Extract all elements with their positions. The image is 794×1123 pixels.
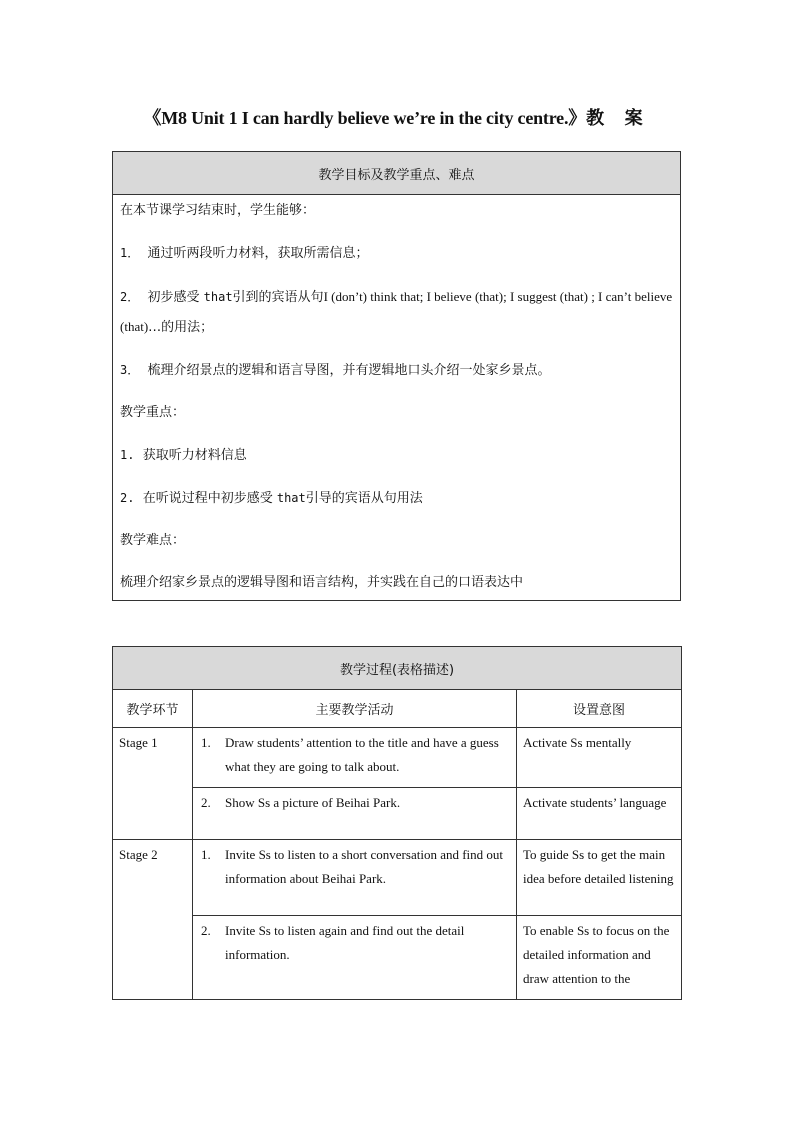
key-point-item: 2. 在听说过程中初步感受 that引导的宾语从句用法 <box>120 491 423 506</box>
purpose-cell: To enable Ss to focus on the detailed information and draw attention to the <box>517 916 682 1000</box>
activity-cell: 1. Invite Ss to listen to a short conversation and find out information about Beihai Park. <box>193 840 517 916</box>
objectives-table <box>112 151 681 601</box>
purpose-cell: Activate Ss mentally <box>517 728 682 788</box>
title-main: 《M8 Unit 1 I can hardly believe we’re in the city centre.》 <box>143 108 587 128</box>
activity-cell: 2. Invite Ss to listen again and find out the detail information. <box>193 916 517 1000</box>
difficulty-label: 教学难点： <box>120 533 186 548</box>
activity-cell: 2. Show Ss a picture of Beihai Park. <box>193 788 517 840</box>
keyword-that: that <box>276 491 306 505</box>
process-table <box>112 646 682 1000</box>
stage-label: Stage 1 <box>113 728 193 840</box>
goal-item: 2． 初步感受 that引到的宾语从句I (don’t) think that; I believe (that); I suggest (that) ; I can’t believe (that)…的用法； <box>120 289 673 335</box>
activity-cell: 1. Draw students’ attention to the title and have a guess what they are going to talk about. <box>193 728 517 788</box>
table-row <box>113 788 682 840</box>
title-suffix: 教 案 <box>586 108 651 128</box>
purpose-cell: Activate students’ language <box>517 788 682 840</box>
process-header: 教学过程(表格描述) <box>113 647 682 690</box>
objectives-header: 教学目标及教学重点、难点 <box>113 152 681 195</box>
table-row <box>113 840 682 916</box>
stage-label: Stage 2 <box>113 840 193 1000</box>
key-points-label: 教学重点： <box>120 405 186 420</box>
column-header-stage: 教学环节 <box>113 690 193 728</box>
table-row <box>113 728 682 788</box>
goal-item: 1． 通过听两段听力材料，获取所需信息； <box>120 246 369 261</box>
keyword-that: that <box>203 290 233 304</box>
column-header-purpose: 设置意图 <box>517 690 682 728</box>
objectives-intro: 在本节课学习结束时，学生能够： <box>120 203 316 218</box>
difficulty-text: 梳理介绍家乡景点的逻辑导图和语言结构，并实践在自己的口语表达中 <box>120 575 524 590</box>
column-header-activity: 主要教学活动 <box>193 690 517 728</box>
objectives-body <box>113 195 681 601</box>
document-title <box>0 104 794 130</box>
key-point-item: 1. 获取听力材料信息 <box>120 448 247 463</box>
purpose-cell: To guide Ss to get the main idea before detailed listening <box>517 840 682 916</box>
table-row <box>113 916 682 1000</box>
goal-item: 3． 梳理介绍景点的逻辑和语言导图，并有逻辑地口头介绍一处家乡景点。 <box>120 363 551 378</box>
